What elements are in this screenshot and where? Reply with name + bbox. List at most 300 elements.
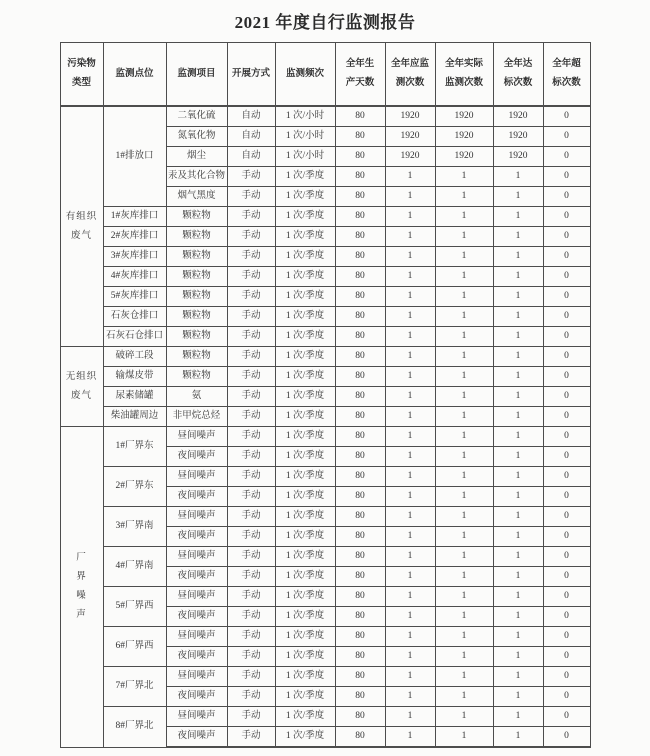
- mode-cell: 手动: [227, 627, 275, 647]
- required-count-cell: 1: [385, 587, 435, 607]
- frequency-cell: 1 次/季度: [275, 267, 335, 287]
- exceed-count-cell: 0: [543, 307, 590, 327]
- actual-count-cell: 1: [435, 627, 493, 647]
- days-cell: 80: [335, 507, 385, 527]
- frequency-cell: 1 次/季度: [275, 347, 335, 367]
- mode-cell: 手动: [227, 287, 275, 307]
- table-row: [60, 347, 590, 367]
- frequency-cell: 1 次/季度: [275, 187, 335, 207]
- actual-count-cell: 1: [435, 427, 493, 447]
- required-count-cell: 1: [385, 547, 435, 567]
- required-count-cell: 1: [385, 447, 435, 467]
- mode-cell: 手动: [227, 687, 275, 707]
- required-count-cell: 1: [385, 227, 435, 247]
- item-cell: 昼间噪声: [166, 627, 227, 647]
- compliant-count-cell: 1: [493, 647, 543, 667]
- frequency-cell: 1 次/季度: [275, 367, 335, 387]
- actual-count-cell: 1920: [435, 127, 493, 147]
- mode-cell: 手动: [227, 167, 275, 187]
- actual-count-cell: 1: [435, 567, 493, 587]
- item-cell: 非甲烷总烃: [166, 407, 227, 427]
- required-count-cell: 1: [385, 427, 435, 447]
- frequency-cell: 1 次/季度: [275, 227, 335, 247]
- actual-count-cell: 1: [435, 207, 493, 227]
- item-cell: 颗粒物: [166, 207, 227, 227]
- exceed-count-cell: 0: [543, 367, 590, 387]
- days-cell: 80: [335, 647, 385, 667]
- frequency-cell: 1 次/季度: [275, 307, 335, 327]
- actual-count-cell: 1: [435, 467, 493, 487]
- days-cell: 80: [335, 547, 385, 567]
- actual-count-cell: 1: [435, 187, 493, 207]
- exceed-count-cell: 0: [543, 387, 590, 407]
- item-cell: 夜间噪声: [166, 687, 227, 707]
- item-cell: 昼间噪声: [166, 547, 227, 567]
- item-cell: 颗粒物: [166, 307, 227, 327]
- frequency-cell: 1 次/小时: [275, 147, 335, 167]
- exceed-count-cell: 0: [543, 547, 590, 567]
- actual-count-cell: 1: [435, 687, 493, 707]
- required-count-cell: 1: [385, 467, 435, 487]
- exceed-count-cell: 0: [543, 407, 590, 427]
- days-cell: 80: [335, 387, 385, 407]
- point-cell: 6#厂界西: [103, 627, 166, 667]
- actual-count-cell: 1: [435, 167, 493, 187]
- frequency-cell: 1 次/季度: [275, 287, 335, 307]
- compliant-count-cell: 1: [493, 227, 543, 247]
- point-cell: 输煤皮带: [103, 367, 166, 387]
- frequency-cell: 1 次/小时: [275, 127, 335, 147]
- report-title: 2021 年度自行监测报告: [234, 13, 416, 32]
- item-cell: 氨: [166, 387, 227, 407]
- mode-cell: 自动: [227, 106, 275, 127]
- header-frequency: 监测频次: [275, 43, 335, 107]
- days-cell: 80: [335, 487, 385, 507]
- header-actual-count: 全年实际 监测次数: [435, 43, 493, 107]
- exceed-count-cell: 0: [543, 427, 590, 447]
- days-cell: 80: [335, 527, 385, 547]
- days-cell: 80: [335, 307, 385, 327]
- compliant-count-cell: 1: [493, 387, 543, 407]
- required-count-cell: 1920: [385, 106, 435, 127]
- exceed-count-cell: 0: [543, 347, 590, 367]
- required-count-cell: 1920: [385, 147, 435, 167]
- mode-cell: 手动: [227, 667, 275, 687]
- item-cell: 夜间噪声: [166, 527, 227, 547]
- item-cell: 夜间噪声: [166, 487, 227, 507]
- days-cell: 80: [335, 127, 385, 147]
- days-cell: 80: [335, 367, 385, 387]
- item-cell: 昼间噪声: [166, 707, 227, 727]
- actual-count-cell: 1: [435, 307, 493, 327]
- item-cell: 颗粒物: [166, 227, 227, 247]
- mode-cell: 手动: [227, 587, 275, 607]
- table-row: [60, 707, 590, 727]
- days-cell: 80: [335, 247, 385, 267]
- item-cell: 二氧化硫: [166, 106, 227, 127]
- required-count-cell: 1: [385, 487, 435, 507]
- item-cell: 颗粒物: [166, 247, 227, 267]
- exceed-count-cell: 0: [543, 667, 590, 687]
- mode-cell: 自动: [227, 127, 275, 147]
- actual-count-cell: 1: [435, 387, 493, 407]
- table-header: [60, 43, 590, 107]
- frequency-cell: 1 次/季度: [275, 167, 335, 187]
- item-cell: 颗粒物: [166, 287, 227, 307]
- required-count-cell: 1: [385, 567, 435, 587]
- table-row: [60, 247, 590, 267]
- compliant-count-cell: 1: [493, 587, 543, 607]
- mode-cell: 手动: [227, 207, 275, 227]
- header-method: 开展方式: [227, 43, 275, 107]
- exceed-count-cell: 0: [543, 567, 590, 587]
- required-count-cell: 1: [385, 527, 435, 547]
- header-compliant-count: 全年达 标次数: [493, 43, 543, 107]
- point-cell: 破碎工段: [103, 347, 166, 367]
- days-cell: 80: [335, 607, 385, 627]
- table-row: [60, 407, 590, 427]
- mode-cell: 手动: [227, 327, 275, 347]
- required-count-cell: 1: [385, 627, 435, 647]
- actual-count-cell: 1: [435, 407, 493, 427]
- exceed-count-cell: 0: [543, 587, 590, 607]
- item-cell: 昼间噪声: [166, 467, 227, 487]
- days-cell: 80: [335, 147, 385, 167]
- table-row: [60, 507, 590, 527]
- mode-cell: 手动: [227, 727, 275, 748]
- table-row: [60, 547, 590, 567]
- compliant-count-cell: 1: [493, 487, 543, 507]
- exceed-count-cell: 0: [543, 487, 590, 507]
- mode-cell: 手动: [227, 487, 275, 507]
- table-row: [60, 627, 590, 647]
- frequency-cell: 1 次/季度: [275, 327, 335, 347]
- frequency-cell: 1 次/季度: [275, 447, 335, 467]
- compliant-count-cell: 1: [493, 187, 543, 207]
- actual-count-cell: 1: [435, 507, 493, 527]
- frequency-cell: 1 次/季度: [275, 727, 335, 748]
- required-count-cell: 1: [385, 307, 435, 327]
- point-cell: 2#灰库排口: [103, 227, 166, 247]
- item-cell: 夜间噪声: [166, 607, 227, 627]
- frequency-cell: 1 次/季度: [275, 567, 335, 587]
- mode-cell: 手动: [227, 427, 275, 447]
- compliant-count-cell: 1: [493, 627, 543, 647]
- point-cell: 3#厂界南: [103, 507, 166, 547]
- point-cell: 4#灰库排口: [103, 267, 166, 287]
- days-cell: 80: [335, 727, 385, 748]
- table-row: [60, 387, 590, 407]
- frequency-cell: 1 次/季度: [275, 207, 335, 227]
- actual-count-cell: 1: [435, 247, 493, 267]
- mode-cell: 手动: [227, 187, 275, 207]
- compliant-count-cell: 1: [493, 687, 543, 707]
- required-count-cell: 1: [385, 247, 435, 267]
- compliant-count-cell: 1: [493, 287, 543, 307]
- required-count-cell: 1: [385, 407, 435, 427]
- exceed-count-cell: 0: [543, 607, 590, 627]
- point-cell: 2#厂界东: [103, 467, 166, 507]
- frequency-cell: 1 次/季度: [275, 507, 335, 527]
- actual-count-cell: 1: [435, 227, 493, 247]
- required-count-cell: 1: [385, 327, 435, 347]
- exceed-count-cell: 0: [543, 527, 590, 547]
- category-cell: 厂 界 噪 声: [60, 427, 103, 748]
- required-count-cell: 1: [385, 267, 435, 287]
- actual-count-cell: 1: [435, 547, 493, 567]
- required-count-cell: 1: [385, 207, 435, 227]
- frequency-cell: 1 次/季度: [275, 467, 335, 487]
- actual-count-cell: 1: [435, 647, 493, 667]
- compliant-count-cell: 1: [493, 707, 543, 727]
- required-count-cell: 1: [385, 367, 435, 387]
- days-cell: 80: [335, 407, 385, 427]
- mode-cell: 手动: [227, 507, 275, 527]
- item-cell: 颗粒物: [166, 327, 227, 347]
- required-count-cell: 1920: [385, 127, 435, 147]
- frequency-cell: 1 次/季度: [275, 247, 335, 267]
- exceed-count-cell: 0: [543, 187, 590, 207]
- compliant-count-cell: 1: [493, 407, 543, 427]
- actual-count-cell: 1: [435, 667, 493, 687]
- required-count-cell: 1: [385, 187, 435, 207]
- days-cell: 80: [335, 667, 385, 687]
- item-cell: 颗粒物: [166, 267, 227, 287]
- header-production-days: 全年生 产天数: [335, 43, 385, 107]
- frequency-cell: 1 次/季度: [275, 527, 335, 547]
- compliant-count-cell: 1: [493, 327, 543, 347]
- item-cell: 汞及其化合物: [166, 167, 227, 187]
- monitoring-table: [60, 42, 591, 748]
- table-row: [60, 267, 590, 287]
- report-page: [0, 8, 650, 756]
- header-required-count: 全年应监 测次数: [385, 43, 435, 107]
- actual-count-cell: 1: [435, 707, 493, 727]
- mode-cell: 手动: [227, 527, 275, 547]
- compliant-count-cell: 1: [493, 447, 543, 467]
- item-cell: 昼间噪声: [166, 587, 227, 607]
- exceed-count-cell: 0: [543, 467, 590, 487]
- point-cell: 5#厂界西: [103, 587, 166, 627]
- compliant-count-cell: 1: [493, 347, 543, 367]
- required-count-cell: 1: [385, 707, 435, 727]
- mode-cell: 手动: [227, 387, 275, 407]
- table-row: [60, 427, 590, 447]
- actual-count-cell: 1: [435, 727, 493, 748]
- actual-count-cell: 1: [435, 587, 493, 607]
- mode-cell: 手动: [227, 367, 275, 387]
- category-cell: 有组织 废气: [60, 106, 103, 347]
- item-cell: 颗粒物: [166, 367, 227, 387]
- days-cell: 80: [335, 227, 385, 247]
- mode-cell: 手动: [227, 567, 275, 587]
- header-monitor-point: 监测点位: [103, 43, 166, 107]
- compliant-count-cell: 1920: [493, 147, 543, 167]
- exceed-count-cell: 0: [543, 207, 590, 227]
- compliant-count-cell: 1: [493, 547, 543, 567]
- exceed-count-cell: 0: [543, 687, 590, 707]
- frequency-cell: 1 次/小时: [275, 106, 335, 127]
- frequency-cell: 1 次/季度: [275, 427, 335, 447]
- table-row: [60, 467, 590, 487]
- exceed-count-cell: 0: [543, 106, 590, 127]
- frequency-cell: 1 次/季度: [275, 647, 335, 667]
- days-cell: 80: [335, 427, 385, 447]
- actual-count-cell: 1: [435, 367, 493, 387]
- compliant-count-cell: 1: [493, 667, 543, 687]
- item-cell: 氮氧化物: [166, 127, 227, 147]
- actual-count-cell: 1: [435, 347, 493, 367]
- mode-cell: 手动: [227, 247, 275, 267]
- table-row: [60, 287, 590, 307]
- table-row: [60, 667, 590, 687]
- required-count-cell: 1: [385, 667, 435, 687]
- exceed-count-cell: 0: [543, 267, 590, 287]
- header-exceed-count: 全年超 标次数: [543, 43, 590, 107]
- days-cell: 80: [335, 447, 385, 467]
- point-cell: 3#灰库排口: [103, 247, 166, 267]
- actual-count-cell: 1: [435, 287, 493, 307]
- point-cell: 8#厂界北: [103, 707, 166, 748]
- required-count-cell: 1: [385, 167, 435, 187]
- days-cell: 80: [335, 207, 385, 227]
- header-monitor-item: 监测项目: [166, 43, 227, 107]
- frequency-cell: 1 次/季度: [275, 687, 335, 707]
- point-cell: 1#灰库排口: [103, 207, 166, 227]
- frequency-cell: 1 次/季度: [275, 487, 335, 507]
- table-row: [60, 227, 590, 247]
- mode-cell: 自动: [227, 147, 275, 167]
- actual-count-cell: 1: [435, 607, 493, 627]
- exceed-count-cell: 0: [543, 247, 590, 267]
- days-cell: 80: [335, 327, 385, 347]
- item-cell: 烟尘: [166, 147, 227, 167]
- actual-count-cell: 1: [435, 527, 493, 547]
- exceed-count-cell: 0: [543, 627, 590, 647]
- point-cell: 尿素储罐: [103, 387, 166, 407]
- days-cell: 80: [335, 567, 385, 587]
- days-cell: 80: [335, 707, 385, 727]
- compliant-count-cell: 1: [493, 527, 543, 547]
- compliant-count-cell: 1: [493, 167, 543, 187]
- required-count-cell: 1: [385, 647, 435, 667]
- mode-cell: 手动: [227, 267, 275, 287]
- header-row: [60, 43, 590, 107]
- mode-cell: 手动: [227, 347, 275, 367]
- compliant-count-cell: 1: [493, 427, 543, 447]
- compliant-count-cell: 1: [493, 507, 543, 527]
- required-count-cell: 1: [385, 347, 435, 367]
- compliant-count-cell: 1: [493, 607, 543, 627]
- days-cell: 80: [335, 287, 385, 307]
- days-cell: 80: [335, 627, 385, 647]
- compliant-count-cell: 1: [493, 267, 543, 287]
- days-cell: 80: [335, 587, 385, 607]
- category-cell: 无组织 废气: [60, 347, 103, 427]
- required-count-cell: 1: [385, 687, 435, 707]
- compliant-count-cell: 1: [493, 247, 543, 267]
- exceed-count-cell: 0: [543, 287, 590, 307]
- exceed-count-cell: 0: [543, 507, 590, 527]
- point-cell: 石灰仓排口: [103, 307, 166, 327]
- frequency-cell: 1 次/季度: [275, 627, 335, 647]
- actual-count-cell: 1: [435, 447, 493, 467]
- required-count-cell: 1: [385, 727, 435, 748]
- header-pollutant-type: 污染物 类型: [60, 43, 103, 107]
- actual-count-cell: 1920: [435, 147, 493, 167]
- point-cell: 5#灰库排口: [103, 287, 166, 307]
- compliant-count-cell: 1920: [493, 127, 543, 147]
- table-row: [60, 587, 590, 607]
- actual-count-cell: 1: [435, 327, 493, 347]
- exceed-count-cell: 0: [543, 327, 590, 347]
- days-cell: 80: [335, 347, 385, 367]
- item-cell: 夜间噪声: [166, 447, 227, 467]
- table-row: [60, 106, 590, 127]
- item-cell: 颗粒物: [166, 347, 227, 367]
- item-cell: 昼间噪声: [166, 667, 227, 687]
- table-row: [60, 207, 590, 227]
- compliant-count-cell: 1: [493, 307, 543, 327]
- mode-cell: 手动: [227, 407, 275, 427]
- days-cell: 80: [335, 106, 385, 127]
- item-cell: 夜间噪声: [166, 647, 227, 667]
- actual-count-cell: 1920: [435, 106, 493, 127]
- mode-cell: 手动: [227, 647, 275, 667]
- exceed-count-cell: 0: [543, 227, 590, 247]
- frequency-cell: 1 次/季度: [275, 707, 335, 727]
- item-cell: 烟气黑度: [166, 187, 227, 207]
- exceed-count-cell: 0: [543, 647, 590, 667]
- actual-count-cell: 1: [435, 267, 493, 287]
- compliant-count-cell: 1: [493, 367, 543, 387]
- frequency-cell: 1 次/季度: [275, 607, 335, 627]
- required-count-cell: 1: [385, 387, 435, 407]
- table-body: [60, 106, 590, 747]
- frequency-cell: 1 次/季度: [275, 667, 335, 687]
- table-row: [60, 367, 590, 387]
- mode-cell: 手动: [227, 227, 275, 247]
- item-cell: 昼间噪声: [166, 507, 227, 527]
- compliant-count-cell: 1: [493, 467, 543, 487]
- mode-cell: 手动: [227, 307, 275, 327]
- required-count-cell: 1: [385, 607, 435, 627]
- point-cell: 1#排放口: [103, 106, 166, 207]
- days-cell: 80: [335, 467, 385, 487]
- required-count-cell: 1: [385, 507, 435, 527]
- item-cell: 昼间噪声: [166, 427, 227, 447]
- mode-cell: 手动: [227, 707, 275, 727]
- point-cell: 7#厂界北: [103, 667, 166, 707]
- exceed-count-cell: 0: [543, 147, 590, 167]
- days-cell: 80: [335, 267, 385, 287]
- mode-cell: 手动: [227, 467, 275, 487]
- exceed-count-cell: 0: [543, 127, 590, 147]
- exceed-count-cell: 0: [543, 447, 590, 467]
- table-row: [60, 327, 590, 347]
- exceed-count-cell: 0: [543, 707, 590, 727]
- point-cell: 4#厂界南: [103, 547, 166, 587]
- mode-cell: 手动: [227, 607, 275, 627]
- frequency-cell: 1 次/季度: [275, 587, 335, 607]
- days-cell: 80: [335, 187, 385, 207]
- point-cell: 石灰石仓排口: [103, 327, 166, 347]
- item-cell: 夜间噪声: [166, 567, 227, 587]
- mode-cell: 手动: [227, 447, 275, 467]
- compliant-count-cell: 1: [493, 727, 543, 748]
- exceed-count-cell: 0: [543, 727, 590, 748]
- point-cell: 柴油罐周边: [103, 407, 166, 427]
